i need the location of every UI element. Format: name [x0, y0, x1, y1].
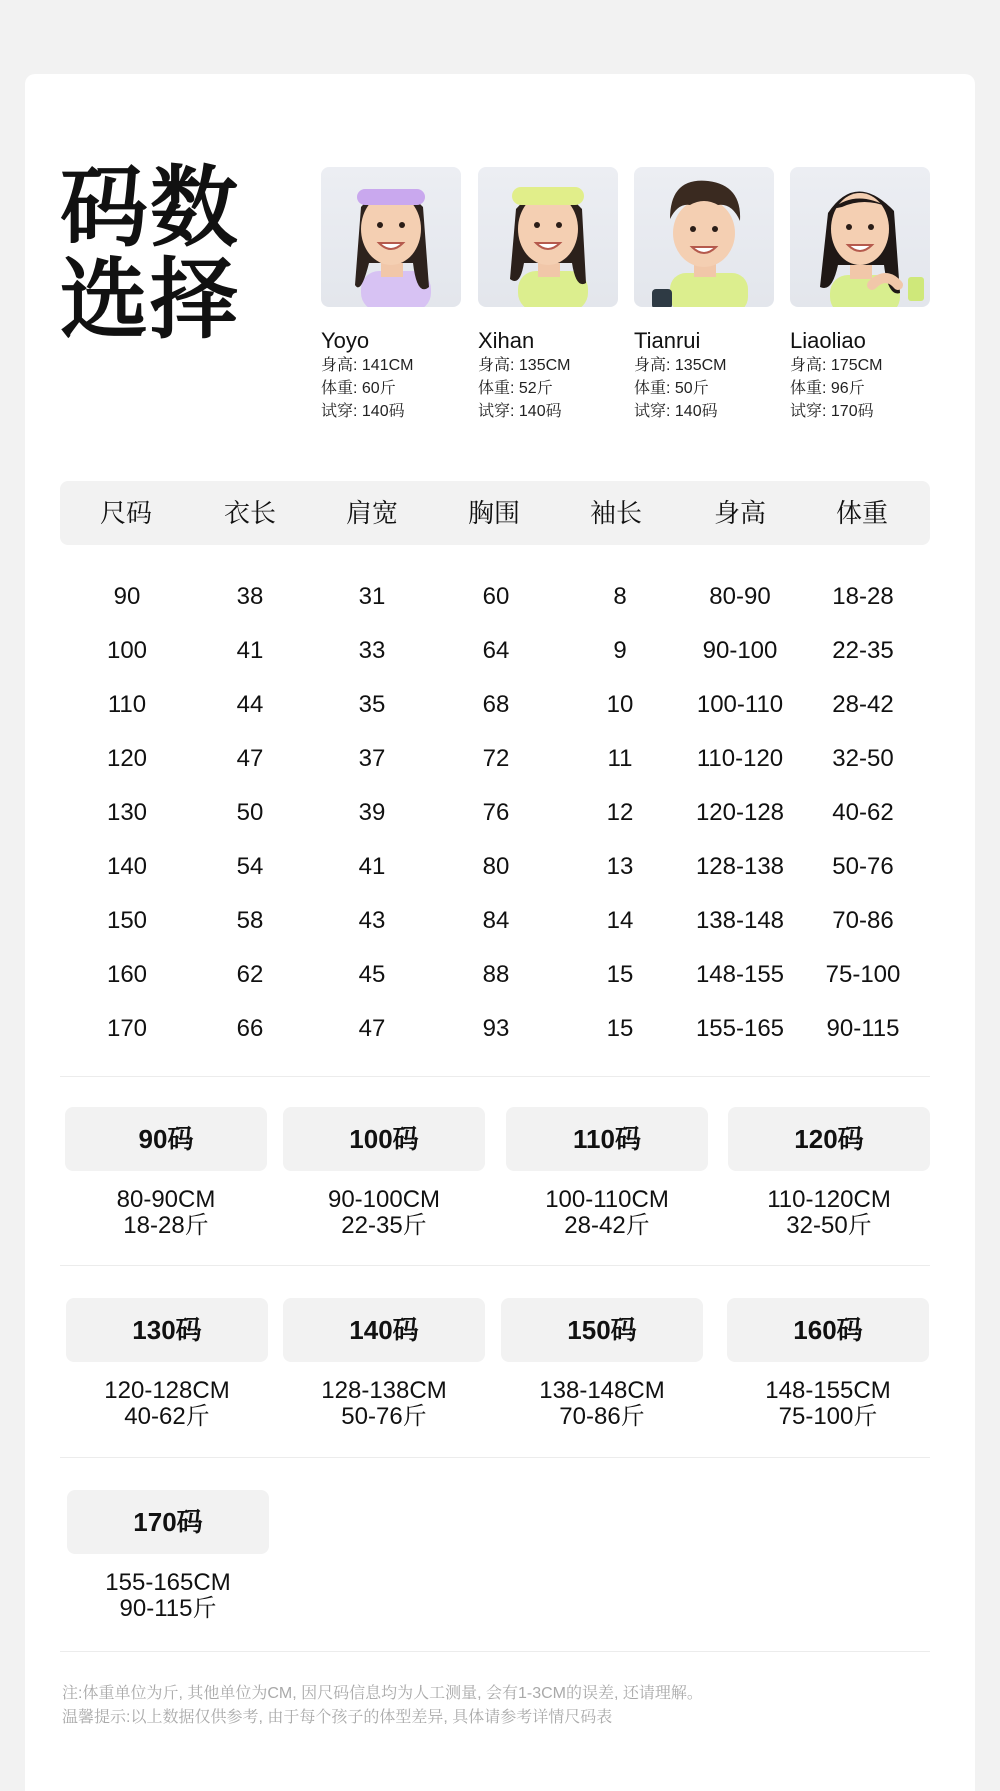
model-weight: 体重: 52斤	[478, 380, 553, 397]
size-card-150	[501, 1298, 703, 1430]
model-name: Yoyo	[321, 328, 370, 353]
size-card-weight: 32-50斤	[786, 1212, 872, 1239]
cell-shoulder: 35	[358, 691, 386, 718]
header-size: 尺码	[99, 498, 152, 528]
cell-sleeve: 10	[606, 691, 634, 718]
cell-weight: 50-76	[832, 853, 894, 880]
size-card-label: 170码	[67, 1490, 269, 1554]
model-card-liaoliao	[790, 167, 930, 422]
cell-length: 66	[236, 1015, 264, 1042]
size-card-160	[727, 1298, 929, 1430]
cell-height: 155-165	[695, 1015, 785, 1042]
cell-sleeve: 15	[606, 961, 634, 988]
cell-length: 47	[236, 745, 264, 772]
model-tried-size: 试穿: 140码	[634, 403, 718, 420]
cell-chest: 68	[482, 691, 510, 718]
size-card-label: 90码	[65, 1107, 267, 1171]
cell-sleeve: 15	[606, 1015, 634, 1042]
size-card-label: 130码	[66, 1298, 268, 1362]
model-weight: 体重: 50斤	[634, 380, 709, 397]
cell-size: 140	[106, 853, 148, 880]
model-photo	[790, 167, 930, 307]
divider	[60, 1076, 930, 1077]
table-row	[0, 948, 1000, 1002]
cell-chest: 64	[482, 637, 510, 664]
model-weight: 体重: 96斤	[790, 380, 865, 397]
cell-shoulder: 39	[358, 799, 386, 826]
cell-weight: 18-28	[832, 583, 894, 610]
size-card-170	[67, 1490, 269, 1622]
cell-length: 58	[236, 907, 264, 934]
cell-size: 160	[106, 961, 148, 988]
cell-weight: 40-62	[832, 799, 894, 826]
cell-weight: 70-86	[832, 907, 894, 934]
size-card-height: 90-100CM	[327, 1186, 441, 1213]
size-card-height: 138-148CM	[539, 1377, 665, 1404]
size-card-weight: 40-62斤	[124, 1403, 210, 1430]
size-table-header	[60, 481, 930, 545]
cell-chest: 84	[482, 907, 510, 934]
cell-size: 170	[106, 1015, 148, 1042]
model-tried-size: 试穿: 170码	[790, 403, 874, 420]
cell-height: 138-148	[695, 907, 785, 934]
size-card-label: 140码	[283, 1298, 485, 1362]
header-height: 身高	[713, 498, 766, 528]
cell-chest: 88	[482, 961, 510, 988]
model-tried-size: 试穿: 140码	[478, 403, 562, 420]
cell-chest: 72	[482, 745, 510, 772]
page-title	[60, 158, 260, 349]
cell-chest: 76	[482, 799, 510, 826]
size-card-120	[728, 1107, 930, 1239]
size-card-weight: 90-115斤	[119, 1595, 217, 1622]
size-card-height: 128-138CM	[321, 1377, 447, 1404]
model-height: 身高: 175CM	[790, 357, 883, 374]
cell-shoulder: 33	[358, 637, 386, 664]
cell-shoulder: 37	[358, 745, 386, 772]
cell-chest: 80	[482, 853, 510, 880]
cell-height: 110-120	[696, 745, 784, 772]
model-weight: 体重: 60斤	[321, 380, 396, 397]
size-card-140	[283, 1298, 485, 1430]
size-card-height: 120-128CM	[104, 1377, 230, 1404]
table-row	[0, 732, 1000, 786]
cell-sleeve: 13	[606, 853, 634, 880]
table-row	[0, 678, 1000, 732]
size-card-weight: 70-86斤	[559, 1403, 645, 1430]
size-card-label: 110码	[506, 1107, 708, 1171]
model-height: 身高: 141CM	[321, 357, 414, 374]
cell-weight: 28-42	[832, 691, 894, 718]
cell-sleeve: 11	[607, 745, 633, 772]
model-tried-size: 试穿: 140码	[321, 403, 405, 420]
cell-weight: 22-35	[832, 637, 894, 664]
cell-sleeve: 14	[606, 907, 634, 934]
cell-shoulder: 47	[358, 1015, 386, 1042]
cell-chest: 93	[482, 1015, 510, 1042]
model-height: 身高: 135CM	[634, 357, 727, 374]
size-card-weight: 22-35斤	[341, 1212, 427, 1239]
cell-sleeve: 8	[613, 583, 627, 610]
cell-shoulder: 31	[358, 583, 386, 610]
title-line-2: 选择	[60, 250, 241, 349]
cell-length: 50	[236, 799, 264, 826]
cell-sleeve: 9	[613, 637, 627, 664]
cell-shoulder: 41	[358, 853, 386, 880]
table-row	[0, 570, 1000, 624]
size-card-weight: 75-100斤	[778, 1403, 878, 1430]
cell-size: 150	[106, 907, 148, 934]
model-card-tianrui	[634, 167, 774, 422]
size-card-weight: 50-76斤	[341, 1403, 427, 1430]
table-row	[0, 786, 1000, 840]
size-card-height: 100-110CM	[545, 1186, 669, 1213]
size-card-label: 120码	[728, 1107, 930, 1171]
header-shoulder: 肩宽	[345, 498, 398, 528]
model-card-yoyo	[321, 167, 461, 422]
size-card-height: 148-155CM	[765, 1377, 891, 1404]
cell-height: 128-138	[695, 853, 785, 880]
cell-length: 38	[236, 583, 264, 610]
model-photo	[634, 167, 774, 307]
cell-size: 120	[106, 745, 148, 772]
size-card-110	[506, 1107, 708, 1239]
size-card-130	[66, 1298, 268, 1430]
size-card-label: 150码	[501, 1298, 703, 1362]
cell-length: 54	[236, 853, 264, 880]
cell-length: 41	[236, 637, 264, 664]
size-card-label: 160码	[727, 1298, 929, 1362]
table-row	[0, 624, 1000, 678]
title-line-1: 码数	[60, 158, 241, 257]
cell-size: 100	[106, 637, 148, 664]
cell-height: 148-155	[695, 961, 785, 988]
footnote	[62, 1682, 942, 1730]
size-card-weight: 28-42斤	[564, 1212, 650, 1239]
cell-shoulder: 43	[358, 907, 386, 934]
cell-height: 80-90	[709, 583, 771, 610]
cell-length: 62	[236, 961, 264, 988]
table-row	[0, 1002, 1000, 1056]
header-chest: 胸围	[467, 498, 520, 528]
size-card-height: 110-120CM	[767, 1186, 891, 1213]
size-card-height: 80-90CM	[116, 1186, 216, 1213]
model-name: Tianrui	[634, 328, 701, 353]
size-card-weight: 18-28斤	[123, 1212, 209, 1239]
cell-weight: 32-50	[832, 745, 894, 772]
cell-height: 90-100	[702, 637, 778, 664]
cell-length: 44	[236, 691, 264, 718]
cell-sleeve: 12	[606, 799, 634, 826]
cell-weight: 90-115	[826, 1015, 900, 1042]
size-card-height: 155-165CM	[105, 1569, 231, 1596]
cell-size: 130	[106, 799, 148, 826]
size-card-90	[65, 1107, 267, 1239]
cell-size: 90	[113, 583, 141, 610]
note-units: 注:体重单位为斤, 其他单位为CM, 因尺码信息均为人工测量, 会有1-3CM的误差, 还请理解。	[62, 1685, 703, 1702]
model-card-xihan	[478, 167, 618, 422]
header-weight: 体重	[835, 498, 888, 528]
table-row	[0, 894, 1000, 948]
cell-shoulder: 45	[358, 961, 386, 988]
cell-height: 100-110	[696, 691, 784, 718]
header-length: 衣长	[223, 498, 276, 528]
header-sleeve: 袖长	[589, 498, 642, 528]
cell-weight: 75-100	[825, 961, 901, 988]
model-name: Xihan	[478, 328, 535, 353]
cell-height: 120-128	[695, 799, 785, 826]
cell-size: 110	[107, 691, 147, 718]
divider	[60, 1457, 930, 1458]
table-row	[0, 840, 1000, 894]
model-photo	[478, 167, 618, 307]
note-reminder: 温馨提示:以上数据仅供参考, 由于每个孩子的体型差异, 具体请参考详情尺码表	[62, 1709, 613, 1726]
divider	[60, 1265, 930, 1266]
divider	[60, 1651, 930, 1652]
size-card-label: 100码	[283, 1107, 485, 1171]
cell-chest: 60	[482, 583, 510, 610]
model-photo	[321, 167, 461, 307]
model-name: Liaoliao	[790, 328, 866, 353]
size-card-100	[283, 1107, 485, 1239]
model-height: 身高: 135CM	[478, 357, 571, 374]
